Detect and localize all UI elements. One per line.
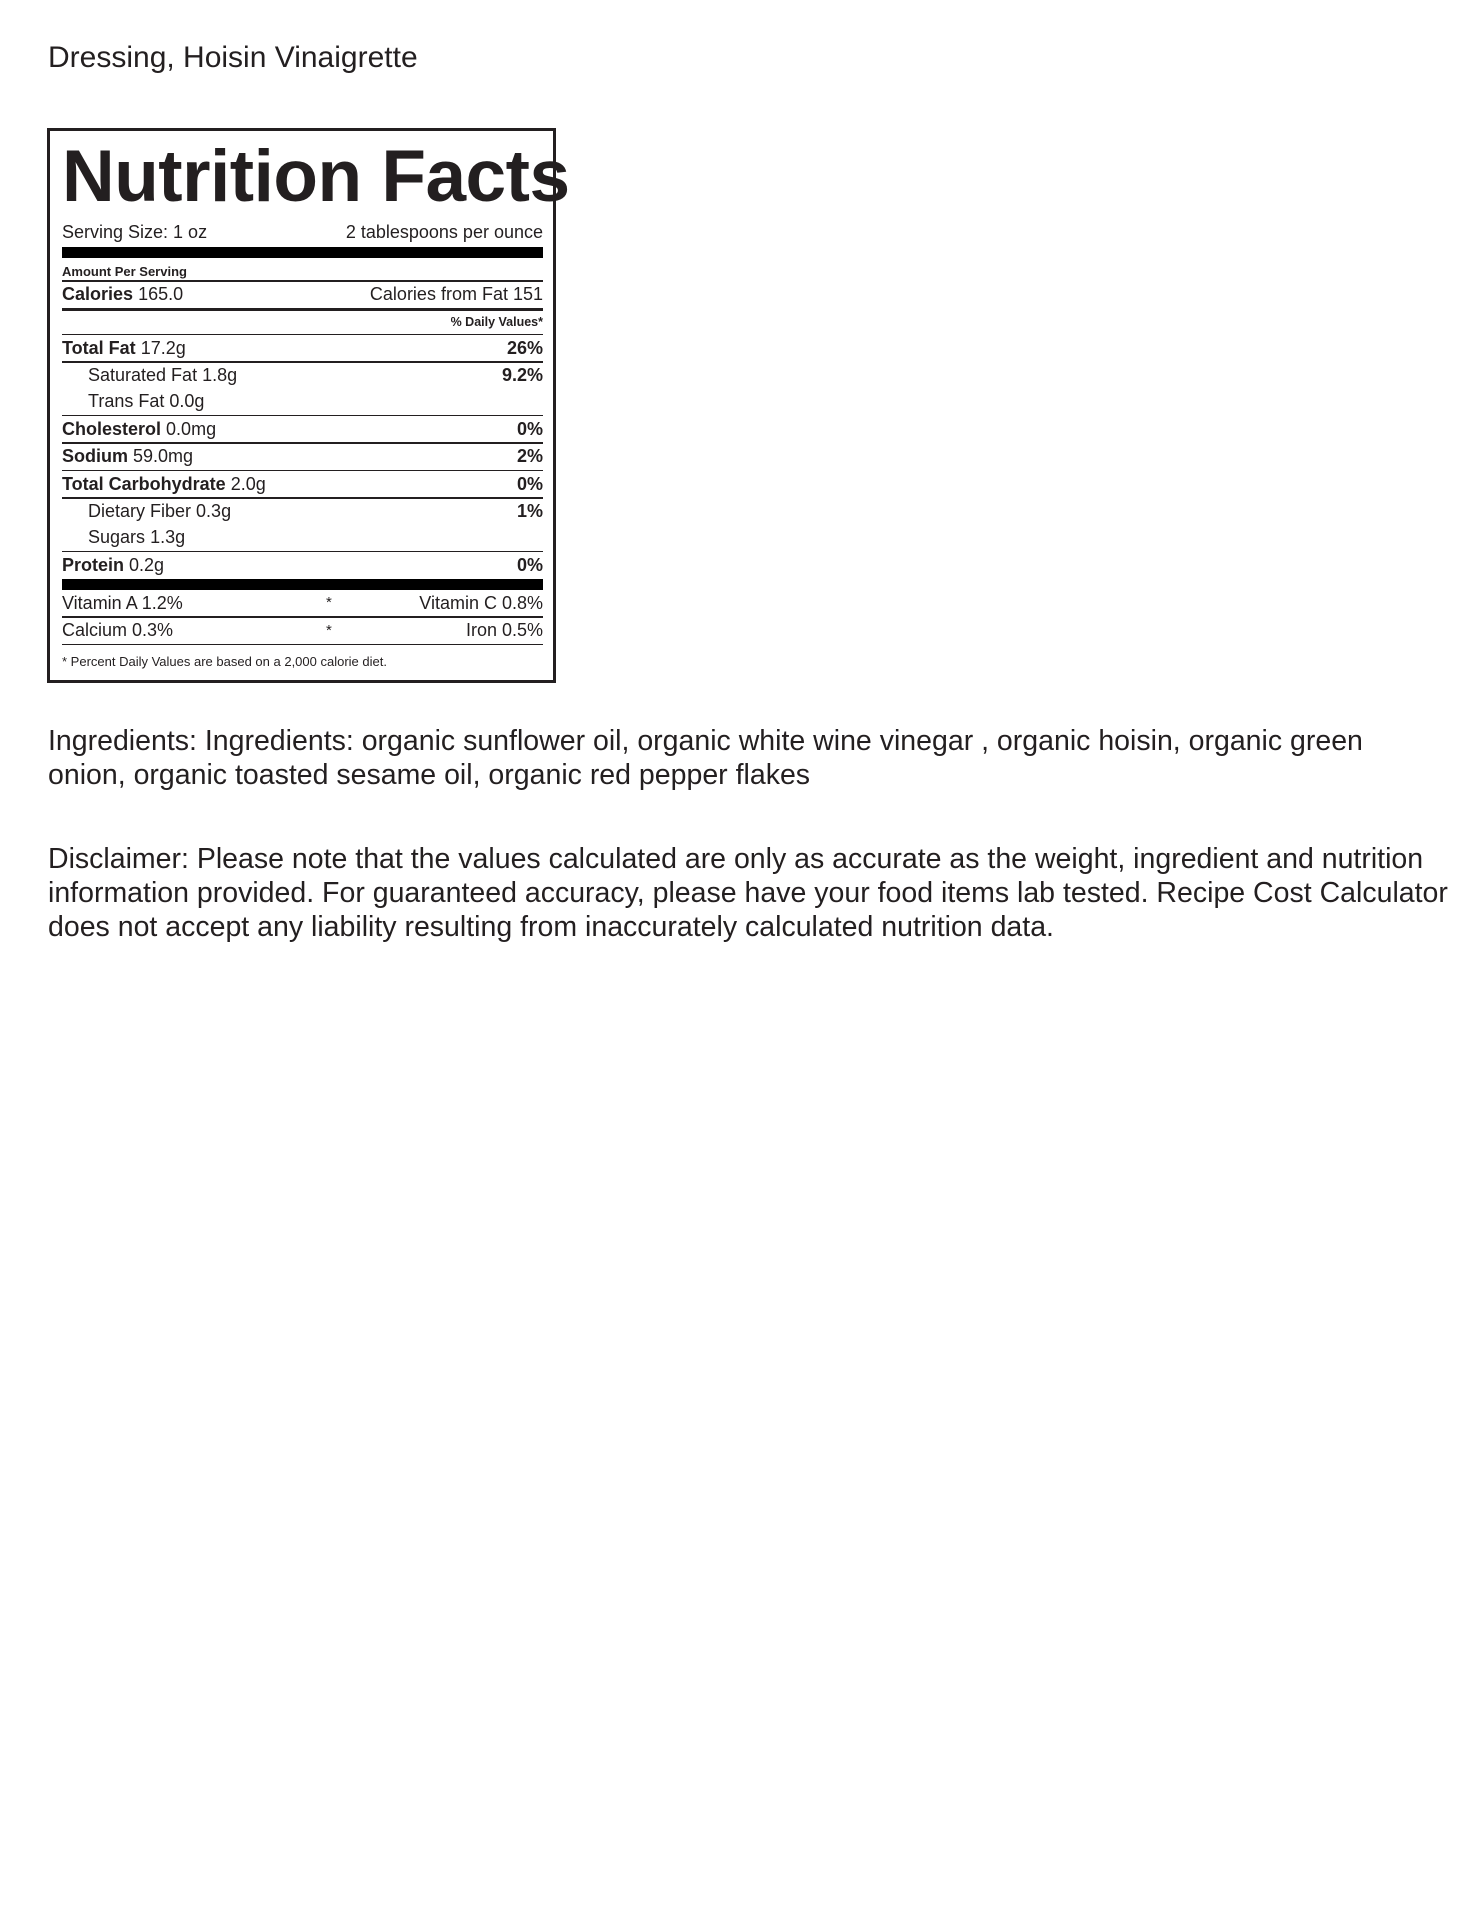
nutrient-row-sugars bbox=[62, 525, 543, 551]
serving-size: Serving Size: 1 oz bbox=[62, 221, 208, 242]
nutrient-dv: 26% bbox=[506, 337, 543, 358]
vitamin-left: Vitamin A 1.2% bbox=[62, 592, 183, 613]
nutrient-label: Cholesterol bbox=[62, 418, 162, 439]
nutrient-label: Saturated Fat bbox=[88, 365, 198, 385]
vitamin-right: Iron 0.5% bbox=[465, 620, 543, 640]
nutrient-row-total-carbohydrate bbox=[62, 471, 543, 497]
calories-from-fat: Calories from Fat 151 bbox=[369, 284, 543, 304]
nutrient-label: Total Carbohydrate bbox=[62, 473, 226, 494]
nutrient-dv: 2% bbox=[516, 446, 543, 466]
nutrient-amount: 1.3g bbox=[150, 527, 186, 547]
nutrient-dv: 9.2% bbox=[501, 365, 543, 385]
nutrient-dv: 1% bbox=[516, 501, 543, 521]
calories-label: Calories bbox=[62, 284, 134, 304]
nutrient-row-dietary-fiber bbox=[62, 499, 543, 525]
nutrient-amount: 2.0g bbox=[230, 473, 266, 494]
calories-value: 165.0 bbox=[138, 284, 184, 304]
amount-per-serving: Amount Per Serving bbox=[62, 264, 187, 279]
ingredients-text: Ingredients: Ingredients: organic sunflower oil, organic white wine vinegar , organic hoisin, organic green onion, organic toasted sesame oil, organic red pepper flakes bbox=[48, 725, 1363, 791]
product-title: Dressing, Hoisin Vinaigrette bbox=[48, 41, 418, 74]
nutrient-row-total-fat bbox=[62, 335, 543, 361]
nutrient-amount: 1.8g bbox=[202, 365, 238, 385]
serving-note: 2 tablespoons per ounce bbox=[345, 221, 543, 242]
nutrition-facts-heading: Nutrition Facts bbox=[62, 136, 570, 217]
nutrient-row-trans-fat bbox=[62, 389, 543, 415]
nutrient-dv: 0% bbox=[516, 554, 543, 575]
vitamin-row bbox=[62, 590, 543, 616]
nutrient-amount: 0.2g bbox=[129, 554, 165, 575]
nutrient-amount: 17.2g bbox=[140, 337, 186, 358]
nutrient-row-sodium bbox=[62, 444, 543, 470]
vitamin-separator: * bbox=[326, 621, 332, 639]
nutrient-row-cholesterol bbox=[62, 416, 543, 442]
vitamin-row bbox=[62, 618, 543, 644]
daily-values-header-row bbox=[62, 311, 543, 334]
vitamin-left: Calcium 0.3% bbox=[62, 620, 174, 640]
nutrient-dv: 0% bbox=[516, 418, 543, 439]
nutrient-amount: 0.0mg bbox=[166, 418, 217, 439]
daily-values-header: % Daily Values* bbox=[450, 315, 543, 329]
nutrient-amount: 59.0mg bbox=[133, 446, 194, 466]
nutrition-facts-panel bbox=[47, 128, 570, 683]
nutrient-label: Sugars bbox=[88, 527, 146, 547]
nutrient-label: Sodium bbox=[62, 446, 128, 466]
thick-divider bbox=[62, 579, 543, 590]
serving-row bbox=[62, 218, 543, 246]
nutrient-label: Dietary Fiber bbox=[88, 501, 192, 521]
thick-divider bbox=[62, 247, 543, 258]
disclaimer-text: Disclaimer: Please note that the values calculated are only as accurate as the weight, ingredient and nutrition information provided. For guaranteed accuracy, please have your food items lab tested. Recipe Cost Calculator does not accept any liability resulting from inaccurately calculated nutrition data. bbox=[48, 843, 1448, 943]
nutrient-row-saturated-fat bbox=[62, 363, 543, 389]
nutrient-amount: 0.3g bbox=[196, 501, 232, 521]
vitamin-separator: * bbox=[326, 594, 332, 611]
vitamin-right: Vitamin C 0.8% bbox=[419, 592, 543, 613]
nutrient-row-protein bbox=[62, 552, 543, 578]
calories-row bbox=[62, 282, 543, 308]
nutrient-label: Protein bbox=[62, 554, 125, 575]
nutrient-label: Total Fat bbox=[62, 337, 136, 358]
nutrient-dv: 0% bbox=[516, 473, 543, 494]
daily-value-footnote: * Percent Daily Values are based on a 2,000 calorie diet. bbox=[62, 654, 387, 669]
nutrient-label: Trans Fat bbox=[88, 391, 165, 411]
nutrient-amount: 0.0g bbox=[169, 391, 205, 411]
calories-cell bbox=[62, 284, 183, 305]
